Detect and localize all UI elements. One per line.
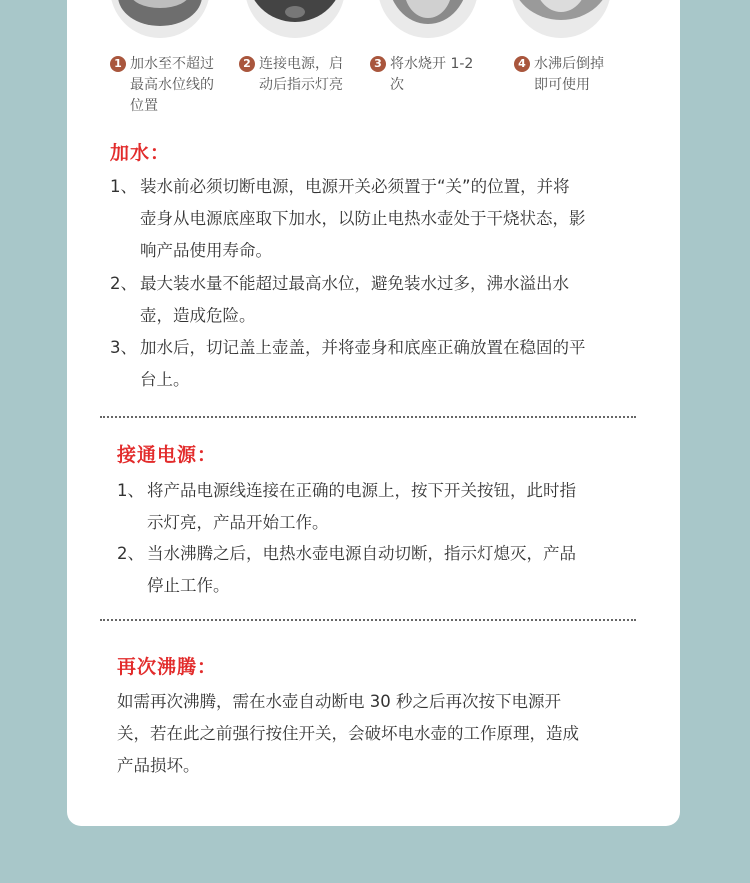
list-index: 2、	[110, 274, 137, 293]
add-water-item-3	[110, 332, 586, 396]
list-text: 加水后，切记盖上壶盖，并将壶身和底座正确放置在稳固的平 台上。	[140, 338, 586, 389]
list-text: 当水沸腾之后，电热水壶电源自动切断，指示灯熄灭，产品 停止工作。	[147, 544, 576, 595]
step-4-text: 水沸后倒掉 即可使用	[534, 56, 604, 93]
step-3-illustration	[378, 0, 478, 38]
list-text: 最大装水量不能超过最高水位，避免装水过多，沸水溢出水 壶，造成危险。	[140, 274, 569, 325]
power-on-item-2	[117, 538, 576, 602]
step-2	[239, 54, 343, 96]
add-water-item-2	[110, 268, 569, 332]
section-divider	[100, 619, 636, 621]
list-text: 将产品电源线连接在正确的电源上，按下开关按钮，此时指 示灯亮，产品开始工作。	[147, 481, 576, 532]
step-3-badge: 3	[370, 56, 386, 72]
list-index: 1、	[110, 177, 137, 196]
step-3-text: 将水烧开 1-2 次	[390, 56, 474, 93]
step-2-text: 连接电源，启 动后指示灯亮	[259, 56, 343, 93]
step-2-illustration	[245, 0, 345, 38]
step-4-badge: 4	[514, 56, 530, 72]
step-2-badge: 2	[239, 56, 255, 72]
step-1-badge: 1	[110, 56, 126, 72]
list-text: 装水前必须切断电源，电源开关必须置于“关”的位置，并将 壶身从电源底座取下加水，以防止电热水壶处于干烧状态，影 响产品使用寿命。	[140, 177, 586, 260]
section-divider	[100, 416, 636, 418]
step-1-illustration	[110, 0, 210, 38]
add-water-item-1	[110, 171, 586, 267]
power-on-item-1	[117, 475, 576, 539]
list-index: 1、	[117, 481, 144, 500]
step-4	[514, 54, 604, 96]
step-3	[370, 54, 473, 96]
section-title-reboil: 再次沸腾：	[117, 656, 218, 678]
section-title-power-on: 接通电源：	[117, 444, 218, 466]
step-1-text: 加水至不超过 最高水位线的 位置	[130, 56, 214, 114]
step-4-illustration	[511, 0, 611, 38]
list-index: 2、	[117, 544, 144, 563]
reboil-paragraph: 如需再次沸腾，需在水壶自动断电 30 秒之后再次按下电源开 关，若在此之前强行按住开关，会破坏电水壶的工作原理，造成 产品损坏。	[117, 692, 579, 775]
step-1	[110, 54, 214, 117]
list-index: 3、	[110, 338, 137, 357]
instruction-card	[67, 0, 680, 826]
section-title-add-water: 加水：	[110, 142, 171, 164]
